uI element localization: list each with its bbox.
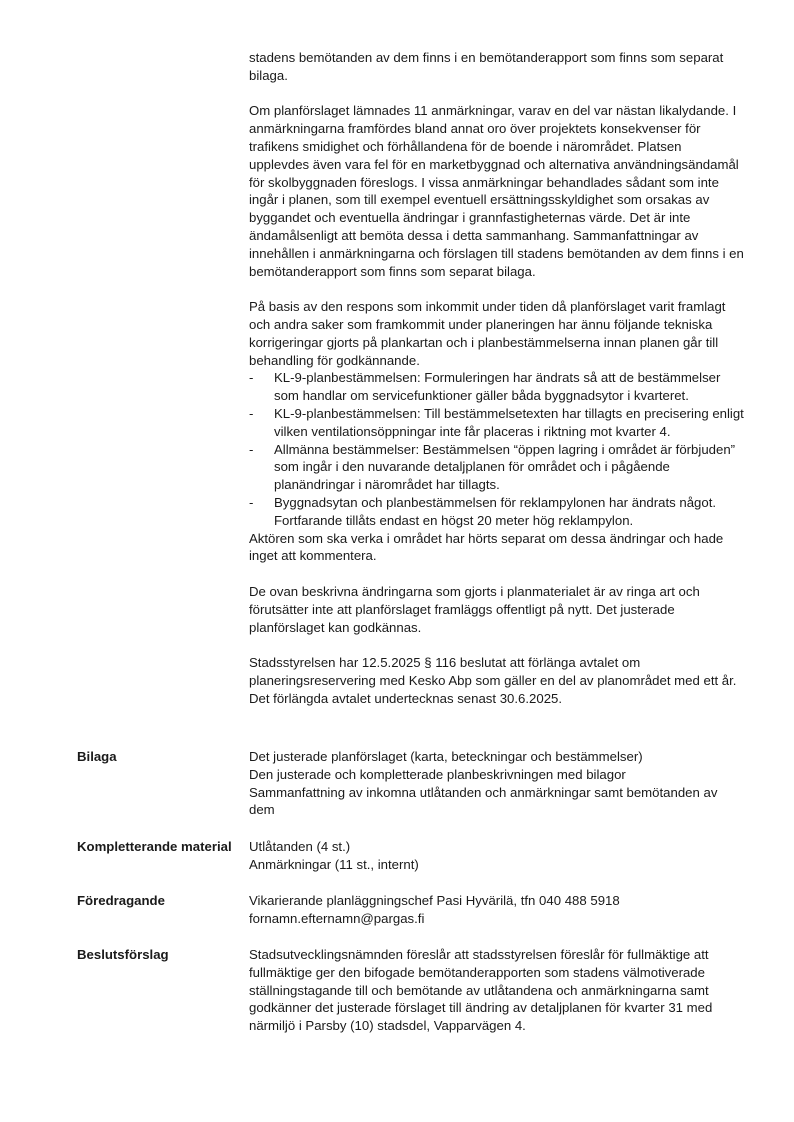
paragraph-aktoren: Aktören som ska verka i området har hörts separat om dessa ändringar och hade inget att kommentera. [249, 530, 724, 564]
label-kompletterande-material: Kompletterande material [77, 839, 232, 854]
bilaga-item: Sammanfattning av inkomna utlåtanden och anmärkningar samt bemötanden av dem [249, 784, 718, 818]
bilaga-list [249, 748, 744, 819]
paragraph-avtal: Stadsstyrelsen har 12.5.2025 § 116 beslutat att förlänga avtalet om planeringsreservering med Kesko Abp som gäller en del av planområdet med ett år. Det förlängda avtalet undertecknas senast 30.6.2025. [249, 655, 737, 706]
foredragande-info [249, 892, 744, 928]
list-item-text: KL-9-planbestämmelsen: Till bestämmelsetexten har tillagts en precisering enligt vilken ventilationsöppningar inte får placeras i riktning mot kvarter 4. [274, 405, 744, 439]
main-text [249, 49, 744, 707]
beslutsforslag-text [249, 946, 744, 1035]
list-item-text: Allmänna bestämmelser: Bestämmelsen “öppen lagring i området är förbjuden” som ingår i den nuvarande detaljplanen för området och i pågående planändringar i närområdet har tillagts. [274, 441, 736, 493]
paragraph-ringa-art: De ovan beskrivna ändringarna som gjorts i planmaterialet är av ringa art och förutsätter inte att planförslaget framläggs offentligt på nytt. Det justerade planförslaget kan godkännas. [249, 583, 700, 635]
list-item [249, 494, 744, 530]
bullet-marker: - [249, 441, 254, 457]
bilaga-item: Den justerade och kompletterade planbeskrivningen med bilagor [249, 766, 626, 782]
kompletterande-list [249, 838, 744, 874]
paragraph-anmarkningar: Om planförslaget lämnades 11 anmärkningar, varav en del var nästan likalydande. I anmärkningarna framfördes bland annat oro över projektets konsekvenser för trafikens smidighet och förhållandena för de boende i närområdet. Platsen upplevdes även vara fel för en marketbyggnad och alternativa användningsändamål för skolbyggnaden föreslogs. I vissa anmärkningar behandlades sådant som inte ingår i planen, som till exempel eventuell ersättningsskyldighet som orsakas av byggandet och eventuella ändringar i grannfastigheternas värde. Det är inte ändamålsenligt att bemöta dessa i detta sammanhang. Sammanfattningar av innehållen i anmärkningarna och förslagen till stadens bemötanden av dem finns i en bemötanderapport som finns som separat bilaga. [249, 103, 744, 279]
list-item-text: Byggnadsytan och planbestämmelsen för reklampylonen har ändrats något. Fortfarande tillåts endast en högst 20 meter hög reklampylon. [274, 494, 717, 528]
bilaga-item: Det justerade planförslaget (karta, beteckningar och bestämmelser) [249, 749, 643, 764]
label-bilaga: Bilaga [77, 749, 117, 764]
kompletterande-item: Anmärkningar (11 st., internt) [249, 856, 419, 872]
list-item [249, 441, 744, 494]
correction-list [249, 369, 744, 529]
kompletterande-item: Utlåtanden (4 st.) [249, 839, 351, 854]
foredragande-email: fornamn.efternamn@pargas.fi [249, 910, 425, 926]
beslutsforslag-paragraph: Stadsutvecklingsnämnden föreslår att stadsstyrelsen föreslår för fullmäktige att fullmäktige ger den bifogade bemötanderapporten som stadens välmotiverade ställningstagande till och bemötande av utlåtandena och anmärkningarna samt godkänner det justerade förslaget till ändring av detaljplanen för kvarter 31 med närmiljö i Parsby (10) stadsdel, Vapparvägen 4. [249, 947, 713, 1034]
foredragande-name: Vikarierande planläggningschef Pasi Hyvärilä, tfn 040 488 5918 [249, 893, 620, 908]
label-foredragande: Föredragande [77, 893, 165, 908]
label-beslutsforslag: Beslutsförslag [77, 947, 169, 962]
list-item [249, 369, 744, 405]
bullet-marker: - [249, 405, 254, 421]
bullet-marker: - [249, 370, 254, 386]
paragraph-korrigeringar: På basis av den respons som inkommit under tiden då planförslaget varit framlagt och andra saker som framkommit under planeringen har ännu följande tekniska korrigeringar gjorts på plankartan och i planbestämmelserna innan planen går till behandling för godkännande. [249, 299, 726, 368]
bullet-marker: - [249, 494, 254, 510]
list-item [249, 405, 744, 441]
list-item-text: KL-9-planbestämmelsen: Formuleringen har ändrats så att de bestämmelser som handlar om servicefunktioner gäller båda byggnadsytor i kvarteret. [274, 370, 721, 404]
paragraph-intro-end: stadens bemötanden av dem finns i en bemötanderapport som finns som separat bilaga. [249, 50, 724, 83]
